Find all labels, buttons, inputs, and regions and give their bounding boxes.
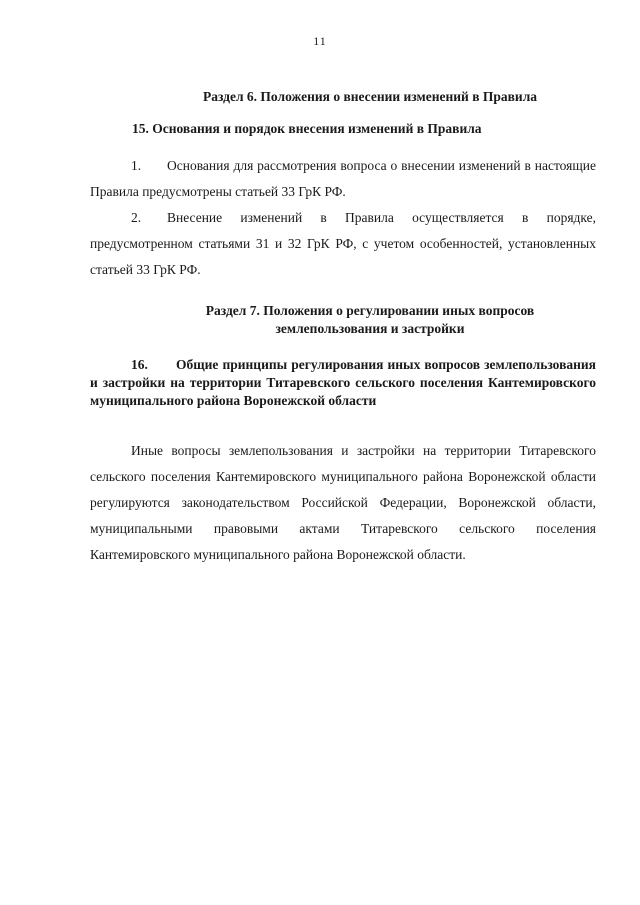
section-7-title-line-2: землепользования и застройки: [275, 321, 465, 336]
section-6-title: Раздел 6. Положения о внесении изменений в Правила: [202, 89, 538, 104]
subsection-16-number: 16.: [131, 357, 148, 372]
item-number: 1.: [131, 158, 142, 173]
page-number: 11: [313, 34, 327, 48]
item-number: 2.: [131, 210, 142, 225]
subsection-15-item-2: [90, 205, 596, 283]
section-7-title: [70, 302, 640, 338]
subsection-16-paragraph: Иные вопросы землепользования и застройки на территории Титаревского сельского поселения Кантемировского муниципального района Воронежской области регулируются законодательством Российской Федерации, Воронежской области, муниципальными правовыми актами Титаревского сельского поселения Кантемировского муниципального района Воронежской области.: [90, 443, 596, 562]
subsection-16-title: [90, 356, 596, 410]
item-text: Внесение изменений в Правила осуществляется в порядке, предусмотренном статьями 31 и 32 ГрК РФ, с учетом особенностей, установленных статьей 33 ГрК РФ.: [90, 210, 596, 277]
section-7-title-line-1: Раздел 7. Положения о регулировании иных вопросов: [205, 303, 535, 318]
subsection-15-item-1: [90, 153, 596, 205]
item-text: Основания для рассмотрения вопроса о внесении изменений в настоящие Правила предусмотрены статьей 33 ГрК РФ.: [90, 158, 596, 199]
subsection-15-title: 15. Основания и порядок внесения изменений в Правила: [132, 121, 482, 136]
subsection-16-title-text: Общие принципы регулирования иных вопросов землепользования и застройки на территории Титаревского сельского поселения Кантемировского муниципального района Воронежской области: [90, 357, 596, 408]
